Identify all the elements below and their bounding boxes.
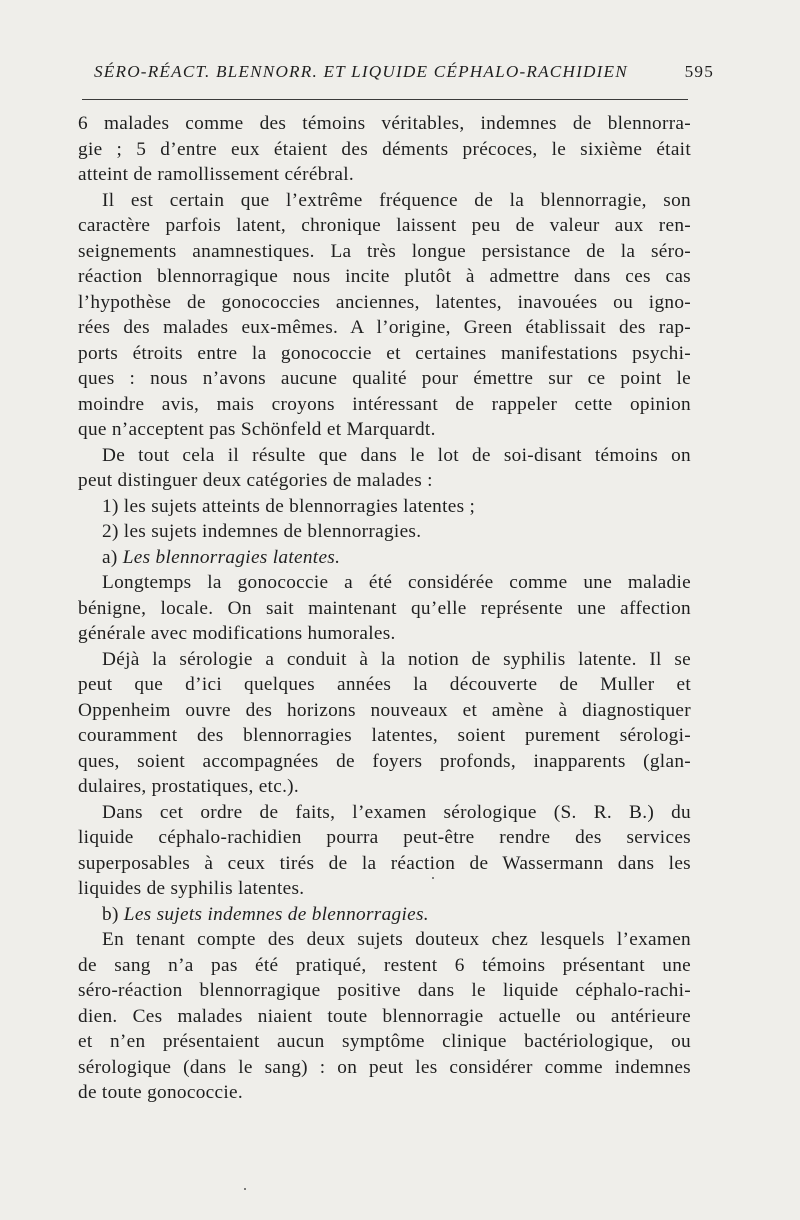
list-item-2: 2) les sujets indemnes de blennorragies. (102, 521, 422, 542)
text-line: Dans cet ordre de faits, l’examen sérologique (S. R. B.) du (102, 801, 691, 823)
text-line: ques, soient accompagnées de foyers profonds, inapparents (glan- (78, 750, 691, 772)
text-line: rées des malades eux-mêmes. A l’origine, Green établissait des rap- (78, 317, 691, 338)
text-line: que n’acceptent pas Schönfeld et Marquardt. (78, 419, 436, 440)
list-item-1: 1) les sujets atteints de blennorragies latentes ; (102, 495, 476, 517)
section-a-label: a) (102, 546, 118, 568)
text-line: bénigne, locale. On sait maintenant qu’elle représente une affection (78, 597, 691, 619)
text-line: gie ; 5 d’entre eux étaient des déments précoces, le sixième était (78, 138, 691, 160)
text-line: séro-réaction blennorragique positive dans le liquide céphalo-rachi- (78, 980, 691, 1001)
text-line: de toute gonococcie. (78, 1082, 244, 1103)
text-line: dulaires, prostatiques, etc.). (78, 776, 300, 797)
text-line: ques : nous n’avons aucune qualité pour émettre sur ce point le (78, 368, 691, 389)
text-line: seignements anamnestiques. La très longue persistance de la séro- (78, 240, 691, 262)
text-line: Déjà la sérologie a conduit à la notion de syphilis latente. Il se (102, 648, 691, 670)
text-line: liquide céphalo-rachidien pourra peut-être rendre des services (78, 827, 691, 848)
text-line: Il est certain que l’extrême fréquence de la blennorragie, son (102, 189, 691, 211)
section-a-title: Les blennorragies latentes. (122, 546, 341, 568)
text-line: sérologique (dans le sang) : on peut les considérer comme indemnes (78, 1056, 691, 1078)
body-text (78, 111, 691, 1106)
text-line: En tenant compte des deux sujets douteux chez lesquels l’examen (102, 929, 691, 950)
text-line: peut que d’ici quelques années la découverte de Muller et (78, 674, 691, 695)
text-line: caractère parfois latent, chronique laissent peu de valeur aux ren- (78, 215, 691, 236)
section-b-title: Les sujets indemnes de blennorragies. (123, 903, 429, 925)
header-rule (82, 99, 688, 100)
section-heading-a (78, 545, 691, 571)
section-heading-b (78, 902, 691, 928)
text-line: 6 malades comme des témoins véritables, indemnes de blennorra- (78, 113, 691, 134)
text-line: de sang n’a pas été pratiqué, restent 6 témoins présentant une (78, 954, 691, 976)
text-line: Longtemps la gonococcie a été considérée comme une maladie (102, 572, 691, 593)
text-line: l’hypothèse de gonococcies anciennes, latentes, inavouées ou igno- (78, 291, 691, 313)
running-title: SÉRO-RÉACT. BLENNORR. ET LIQUIDE CÉPHALO-RACHIDIEN (94, 62, 628, 81)
text-line: peut distinguer deux catégories de malades : (78, 470, 433, 491)
text-line: Oppenheim ouvre des horizons nouveaux et amène à diagnostiquer (78, 699, 691, 721)
text-line: et n’en présentaient aucun symptôme clinique bactériologique, ou (78, 1031, 691, 1052)
page-number: 595 (684, 62, 714, 81)
text-line: atteint de ramollissement cérébral. (78, 164, 355, 185)
paper-speck (244, 1188, 246, 1190)
section-b-label: b) (102, 903, 119, 925)
text-line: moindre avis, mais croyons intéressant de rappeler cette opinion (78, 393, 691, 415)
text-line: couramment des blennorragies latentes, soient purement sérologi- (78, 725, 691, 746)
text-line: réaction blennorragique nous incite plutôt à admettre dans ces cas (78, 266, 691, 287)
text-line: De tout cela il résulte que dans le lot de soi-disant témoins on (102, 444, 691, 466)
text-line: liquides de syphilis latentes. (78, 878, 305, 899)
text-line: ports étroits entre la gonococcie et certaines manifestations psychi- (78, 342, 691, 364)
text-line: superposables à ceux tirés de la réaction de Wassermann dans les (78, 852, 691, 874)
text-line: dien. Ces malades niaient toute blennorragie actuelle ou antérieure (78, 1005, 691, 1027)
paper-speck (432, 877, 434, 879)
text-line: générale avec modifications humorales. (78, 623, 396, 644)
